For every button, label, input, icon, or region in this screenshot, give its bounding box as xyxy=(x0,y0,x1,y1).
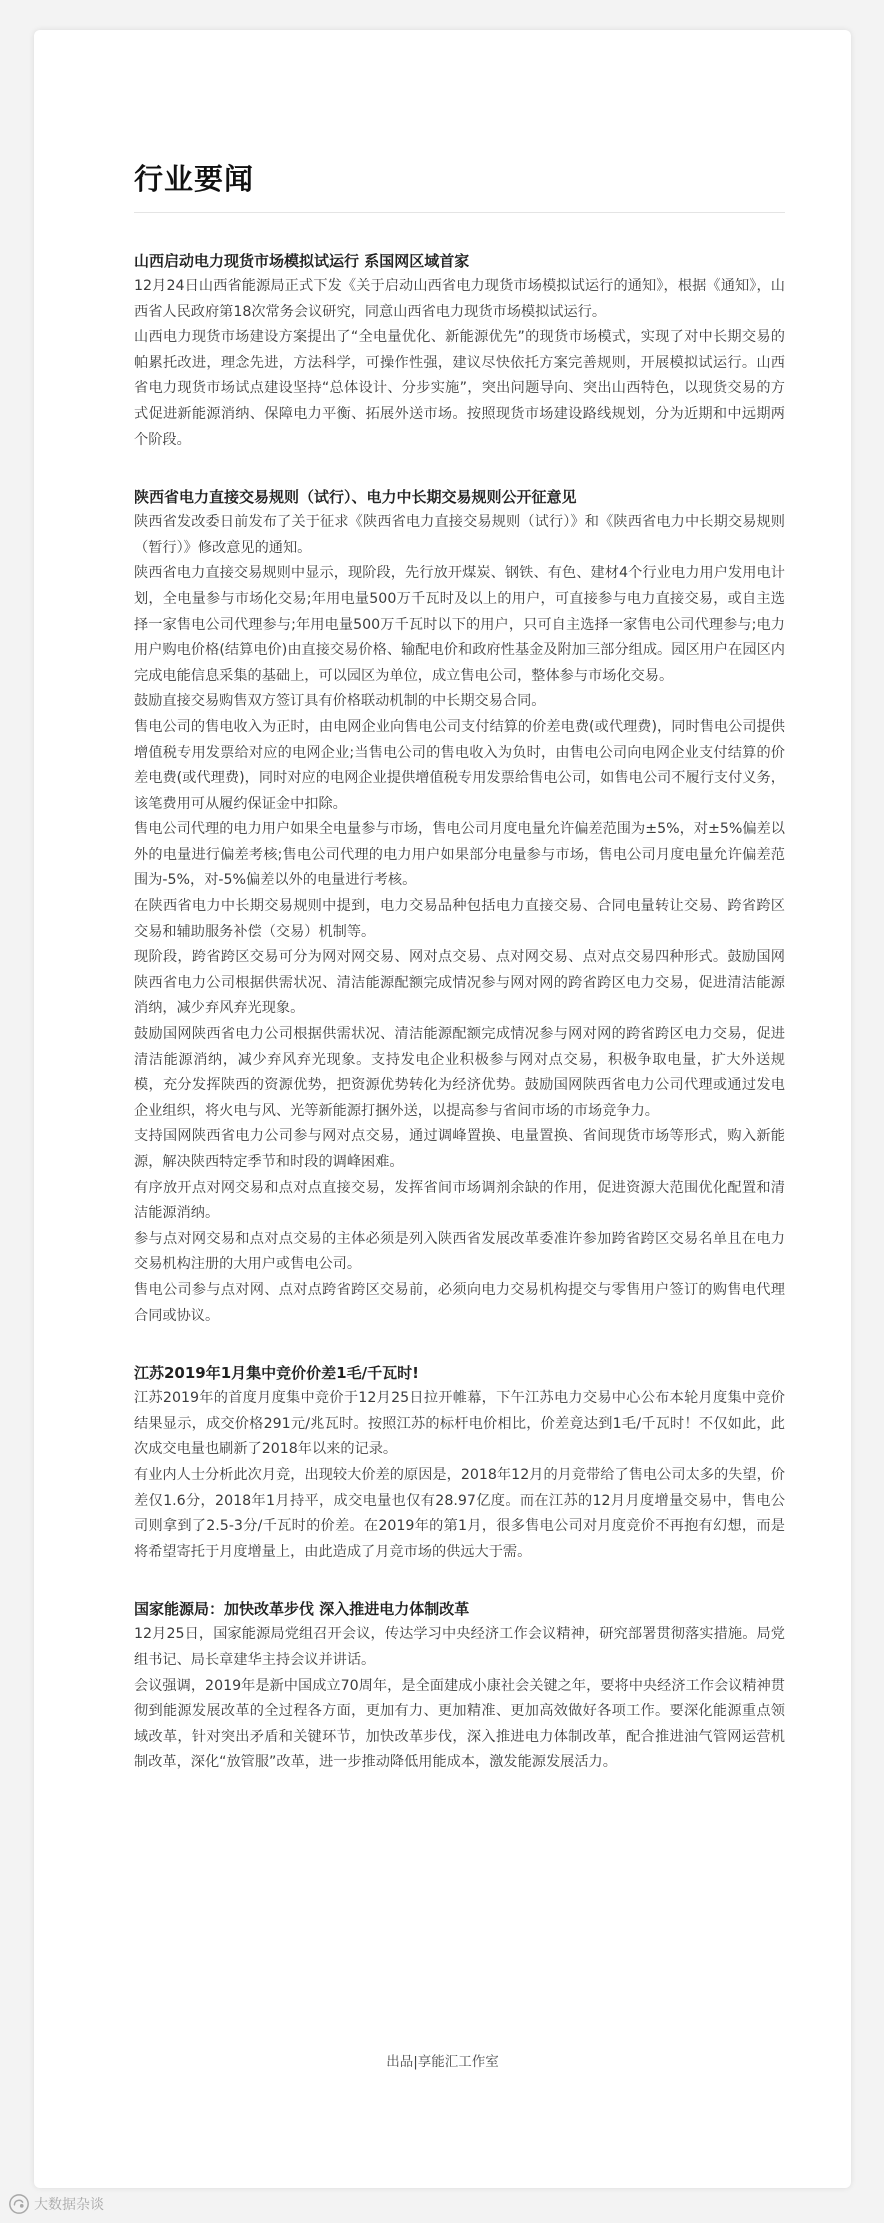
news-paragraph: 鼓励国网陕西省电力公司根据供需状况、清洁能源配额完成情况参与网对网的跨省跨区电力交易，促进清洁能源消纳，减少弃风弃光现象。支持发电企业积极参与网对点交易，积极争取电量，扩大外送规模，充分发挥陕西的资源优势，把资源优势转化为经济优势。鼓励国网陕西省电力公司代理或通过发电企业组织，将火电与风、光等新能源打捆外送，以提高参与省间市场的市场竞争力。 xyxy=(134,1026,785,1119)
news-paragraph: 售电公司的售电收入为正时，由电网企业向售电公司支付结算的价差电费(或代理费)，同时售电公司提供增值税专用发票给对应的电网企业;当售电公司的售电收入为负时，由售电公司向电网企业支付结算的价差电费(或代理费)，同时对应的电网企业提供增值税专用发票给售电公司，如售电公司不履行支付义务，该笔费用可从履约保证金中扣除。 xyxy=(134,718,785,812)
news-paragraph: 12月25日，国家能源局党组召开会议，传达学习中央经济工作会议精神，研究部署贯彻落实措施。局党组书记、局长章建华主持会议并讲话。 xyxy=(134,1626,785,1668)
news-headline: 陕西省电力直接交易规则（试行）、电力中长期交易规则公开征意见 xyxy=(134,488,577,507)
title-divider xyxy=(134,212,785,213)
news-paragraph: 现阶段，跨省跨区交易可分为网对网交易、网对点交易、点对网交易、点对点交易四种形式。鼓励国网陕西省电力公司根据供需状况、清洁能源配额完成情况参与网对网的跨省跨区电力交易，促进清洁能源消纳，减少弃风弃光现象。 xyxy=(134,949,785,1017)
news-paragraph: 售电公司参与点对网、点对点跨省跨区交易前，必须向电力交易机构提交与零售用户签订的购售电代理合同或协议。 xyxy=(134,1281,785,1324)
news-section-nea xyxy=(134,1597,785,1776)
footer-credit: 出品|享能汇工作室 xyxy=(386,2054,499,2070)
news-paragraph: 12月24日山西省能源局正式下发《关于启动山西省电力现货市场模拟试运行的通知》，根据《通知》，山西省人民政府第18次常务会议研究，同意山西省电力现货市场模拟试运行。 xyxy=(134,278,785,320)
article-content xyxy=(134,158,785,1808)
article-card xyxy=(34,30,851,2188)
page-title: 行业要闻 xyxy=(134,162,255,196)
news-paragraph: 有业内人士分析此次月竞，出现较大价差的原因是，2018年12月的月竞带给了售电公司太多的失望，价差仅1.6分，2018年1月持平，成交电量也仅有28.97亿度。而在江苏的12月月度增量交易中，售电公司则拿到了2.5-3分/千瓦时的价差。在2019年的第1月，很多售电公司对月度竞价不再抱有幻想，而是将希望寄托于月度增量上，由此造成了月竞市场的供远大于需。 xyxy=(134,1466,785,1560)
news-paragraph: 江苏2019年的首度月度集中竞价于12月25日拉开帷幕，下午江苏电力交易中心公布本轮月度集中竞价结果显示，成交价格291元/兆瓦时。按照江苏的标杆电价相比，价差竟达到1毛/千瓦时！不仅如此，此次成交电量也刷新了2018年以来的记录。 xyxy=(134,1390,785,1458)
news-headline: 国家能源局：加快改革步伐 深入推进电力体制改革 xyxy=(134,1600,470,1619)
news-paragraph: 售电公司代理的电力用户如果全电量参与市场，售电公司月度电量允许偏差范围为±5%，对±5%偏差以外的电量进行偏差考核;售电公司代理的电力用户如果部分电量参与市场，售电公司月度电量允许偏差范围为-5%，对-5%偏差以外的电量进行考核。 xyxy=(134,821,785,889)
news-paragraph: 陕西省电力直接交易规则中显示，现阶段，先行放开煤炭、钢铁、有色、建材4个行业电力用户发用电计划，全电量参与市场化交易;年用电量500万千瓦时及以上的用户，可直接参与电力直接交易，或自主选择一家售电公司代理参与;年用电量500万千瓦时以下的用户，只可自主选择一家售电公司代理参与;电力用户购电价格(结算电价)由直接交易价格、输配电价和政府性基金及附加三部分组成。园区用户在园区内完成电能信息采集的基础上，可以园区为单位，成立售电公司，整体参与市场化交易。 xyxy=(134,565,785,684)
watermark xyxy=(8,2193,104,2215)
news-headline: 山西启动电力现货市场模拟试运行 系国网区域首家 xyxy=(134,252,470,270)
watermark-text: 大数据杂谈 xyxy=(34,2197,104,2213)
news-paragraph: 在陕西省电力中长期交易规则中提到，电力交易品种包括电力直接交易、合同电量转让交易、跨省跨区交易和辅助服务补偿（交易）机制等。 xyxy=(134,898,785,940)
news-paragraph: 山西电力现货市场建设方案提出了“全电量优化、新能源优先”的现货市场模式，实现了对中长期交易的帕累托改进，理念先进，方法科学，可操作性强，建议尽快依托方案完善规则，开展模拟试运行。山西省电力现货市场试点建设坚持“总体设计、分步实施”，突出问题导向、突出山西特色，以现货交易的方式促进新能源消纳、保障电力平衡、拓展外送市场。按照现货市场建设路线规划，分为近期和中远期两个阶段。 xyxy=(134,329,785,448)
news-section-shanxi xyxy=(134,249,785,453)
news-paragraph: 会议强调，2019年是新中国成立70周年，是全面建成小康社会关键之年，要将中央经济工作会议精神贯彻到能源发展改革的全过程各方面，更加有力、更加精准、更加高效做好各项工作。要深化能源重点领域改革，针对突出矛盾和关键环节，加快改革步伐，深入推进电力体制改革，配合推进油气管网运营机制改革，深化“放管服”改革，进一步推动降低用能成本，激发能源发展活力。 xyxy=(134,1677,785,1771)
news-section-jiangsu xyxy=(134,1361,785,1565)
news-headline: 江苏2019年1月集中竞价价差1毛/千瓦时! xyxy=(134,1364,419,1383)
news-paragraph: 鼓励直接交易购售双方签订具有价格联动机制的中长期交易合同。 xyxy=(134,693,546,710)
news-paragraph: 支持国网陕西省电力公司参与网对点交易，通过调峰置换、电量置换、省间现货市场等形式，购入新能源，解决陕西特定季节和时段的调峰困难。 xyxy=(134,1128,785,1170)
news-paragraph: 有序放开点对网交易和点对点直接交易，发挥省间市场调剂余缺的作用，促进资源大范围优化配置和清洁能源消纳。 xyxy=(134,1179,785,1222)
news-paragraph: 参与点对网交易和点对点交易的主体必须是列入陕西省发展改革委准许参加跨省跨区交易名单且在电力交易机构注册的大用户或售电公司。 xyxy=(134,1230,785,1273)
news-section-shaanxi xyxy=(134,485,785,1329)
wechat-logo-icon xyxy=(8,2193,30,2215)
news-paragraph: 陕西省发改委日前发布了关于征求《陕西省电力直接交易规则（试行）》和《陕西省电力中长期交易规则（暂行）》修改意见的通知。 xyxy=(134,514,785,556)
